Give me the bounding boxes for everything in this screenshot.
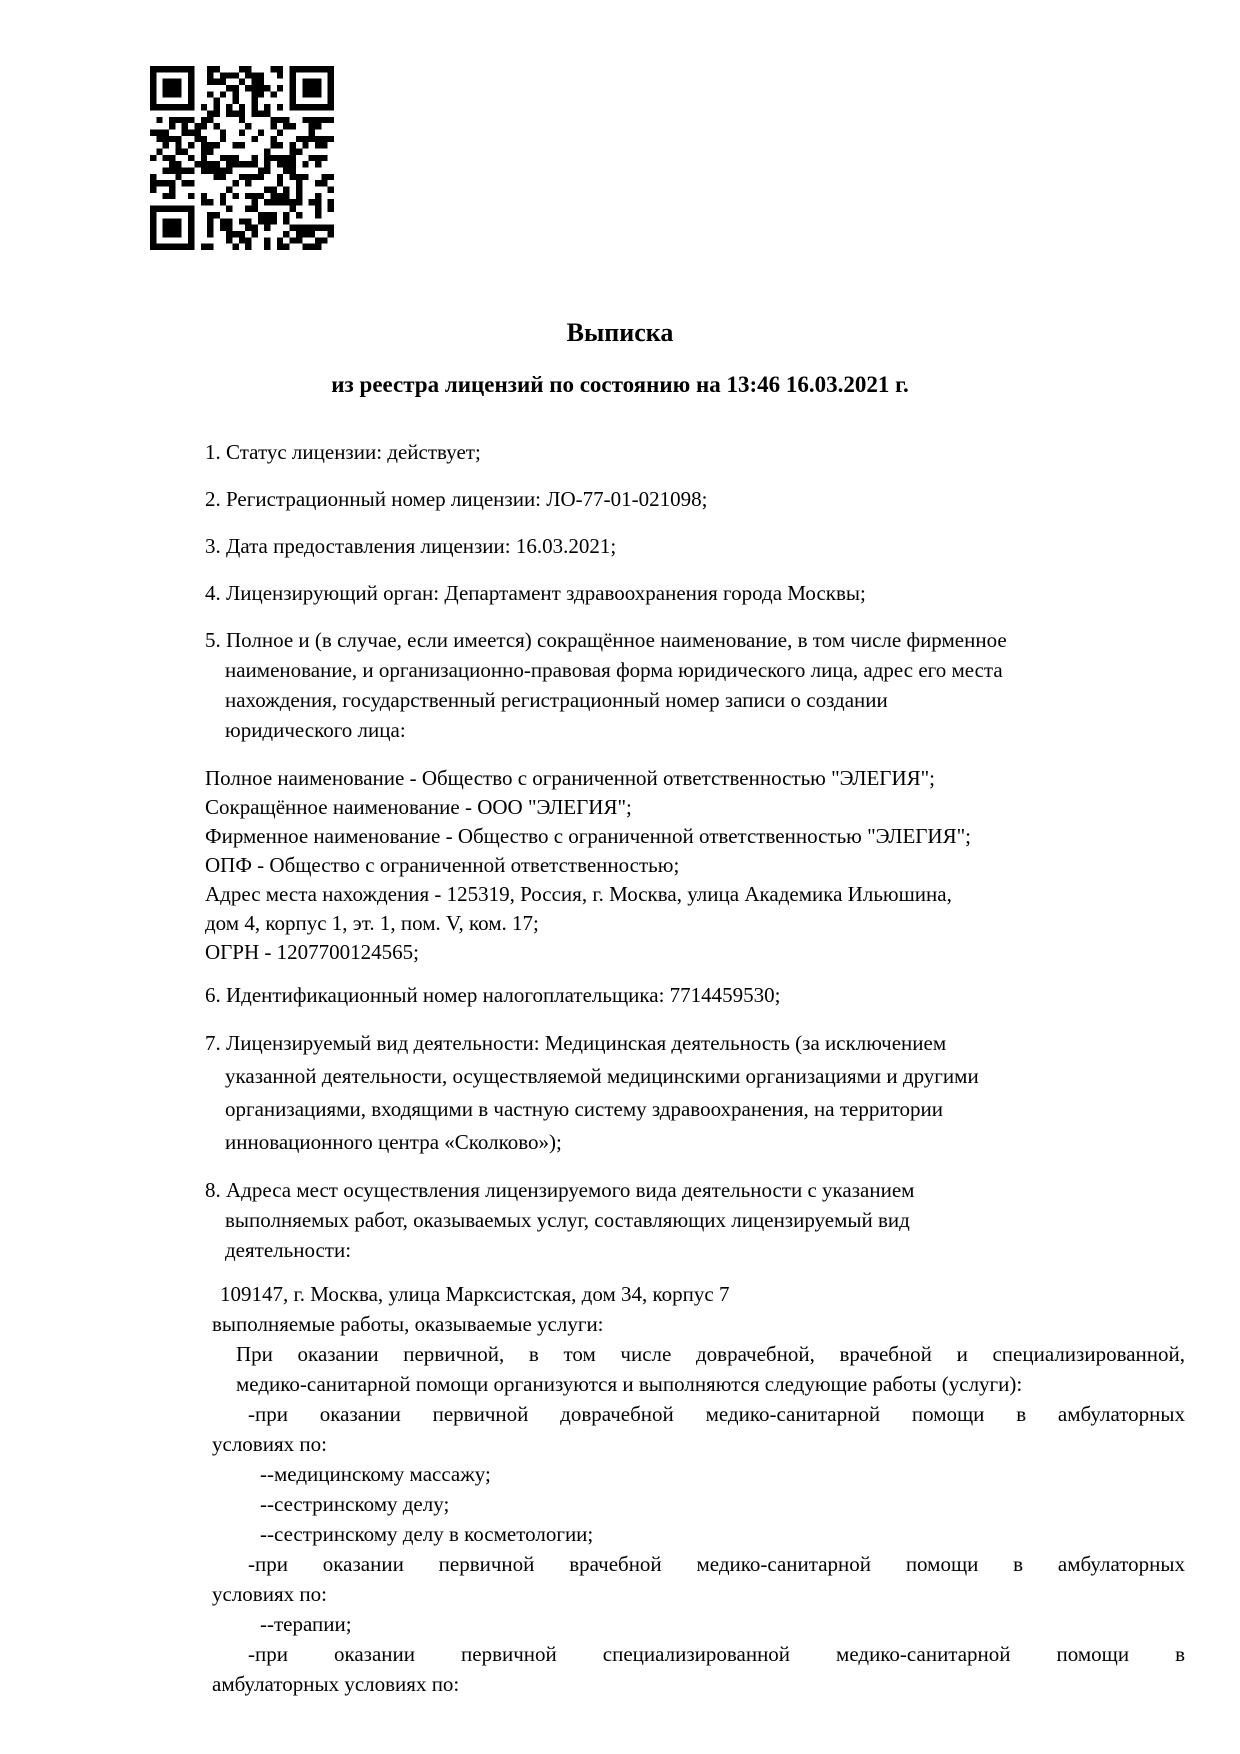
short-name-line: Сокращённое наименование - ООО "ЭЛЕГИЯ";	[205, 795, 632, 819]
legal-address-line-1: Адрес места нахождения - 125319, Россия, г. Москва, улица Академика Ильюшина,	[205, 882, 952, 906]
conditions-line-2: условиях по:	[212, 1582, 327, 1606]
item5-line-2: наименование, и организационно-правовая форма юридического лица, адрес его места	[225, 658, 1003, 682]
item8-line-1: 8. Адреса мест осуществления лицензируемого вида деятельности с указанием	[205, 1178, 915, 1202]
pre-medical-care-line: -при оказании первичной доврачебной медико-санитарной помощи в амбулаторных	[248, 1402, 1185, 1426]
item7-activity-clause	[205, 1027, 1185, 1159]
primary-care-line-2: медико-санитарной помощи организуются и выполняются следующие работы (услуги):	[236, 1372, 1023, 1396]
document-title: Выписка	[566, 318, 674, 347]
item5-name-clause	[205, 625, 1185, 745]
item7-line-4: инновационного центра «Сколково»);	[225, 1130, 562, 1154]
inn-line: 6. Идентификационный номер налогоплательщика: 7714459530;	[205, 983, 781, 1007]
ogrn-line: ОГРН - 1207700124565;	[205, 940, 419, 964]
item5-line-1: 5. Полное и (в случае, если имеется) сокращённое наименование, в том числе фирменное	[205, 628, 1007, 652]
service-medical-massage: --медицинскому массажу;	[260, 1462, 491, 1486]
primary-care-line-1: При оказании первичной, в том числе доврачебной, врачебной и специализированной,	[236, 1342, 1185, 1366]
brand-name-line: Фирменное наименование - Общество с ограниченной ответственностью "ЭЛЕГИЯ";	[205, 824, 972, 848]
item8-line-2: выполняемых работ, оказываемых услуг, составляющих лицензируемый вид	[225, 1208, 910, 1232]
item5-line-3: нахождения, государственный регистрационный номер записи о создании	[225, 688, 888, 712]
full-name-line: Полное наименование - Общество с ограниченной ответственностью "ЭЛЕГИЯ";	[205, 766, 936, 790]
service-therapy: --терапии;	[260, 1612, 352, 1636]
item7-line-1: 7. Лицензируемый вид деятельности: Медицинская деятельность (за исключением	[205, 1031, 947, 1055]
activity-address-block	[212, 1279, 1185, 1699]
registration-number-line: 2. Регистрационный номер лицензии: ЛО-77-01-021098;	[205, 487, 708, 511]
organization-block	[205, 764, 1185, 967]
specialized-care-line: -при оказании первичной специализированной медико-санитарной помощи в	[248, 1642, 1185, 1666]
item7-line-3: организациями, входящими в частную систему здравоохранения, на территории	[225, 1097, 943, 1121]
service-nursing-cosmetology: --сестринскому делу в косметологии;	[260, 1522, 594, 1546]
item8-line-3: деятельности:	[225, 1238, 352, 1262]
service-nursing: --сестринскому делу;	[260, 1492, 450, 1516]
item7-line-2: указанной деятельности, осуществляемой медицинскими организациями и другими	[225, 1064, 979, 1088]
legal-address-line-2: дом 4, корпус 1, эт. 1, пом. V, ком. 17;	[205, 911, 539, 935]
conditions-line-1: условиях по:	[212, 1432, 327, 1456]
works-services-header-line: выполняемые работы, оказываемые услуги:	[212, 1312, 604, 1336]
conditions-line-3: амбулаторных условиях по:	[212, 1672, 460, 1696]
item8-addresses-clause	[205, 1175, 1185, 1265]
grant-date-line: 3. Дата предоставления лицензии: 16.03.2021;	[205, 534, 617, 558]
qr-code	[150, 66, 334, 250]
site-address-line: 109147, г. Москва, улица Марксистская, дом 34, корпус 7	[220, 1282, 730, 1306]
license-details	[205, 437, 1185, 1699]
license-status-line: 1. Статус лицензии: действует;	[205, 440, 481, 464]
document-subtitle: из реестра лицензий по состоянию на 13:46 16.03.2021 г.	[331, 372, 909, 397]
licensing-authority-line: 4. Лицензирующий орган: Департамент здравоохранения города Москвы;	[205, 581, 866, 605]
item5-line-4: юридического лица:	[225, 718, 406, 742]
legal-form-line: ОПФ - Общество с ограниченной ответственностью;	[205, 853, 680, 877]
physician-care-line: -при оказании первичной врачебной медико-санитарной помощи в амбулаторных	[248, 1552, 1185, 1576]
document-content	[205, 318, 1185, 1699]
